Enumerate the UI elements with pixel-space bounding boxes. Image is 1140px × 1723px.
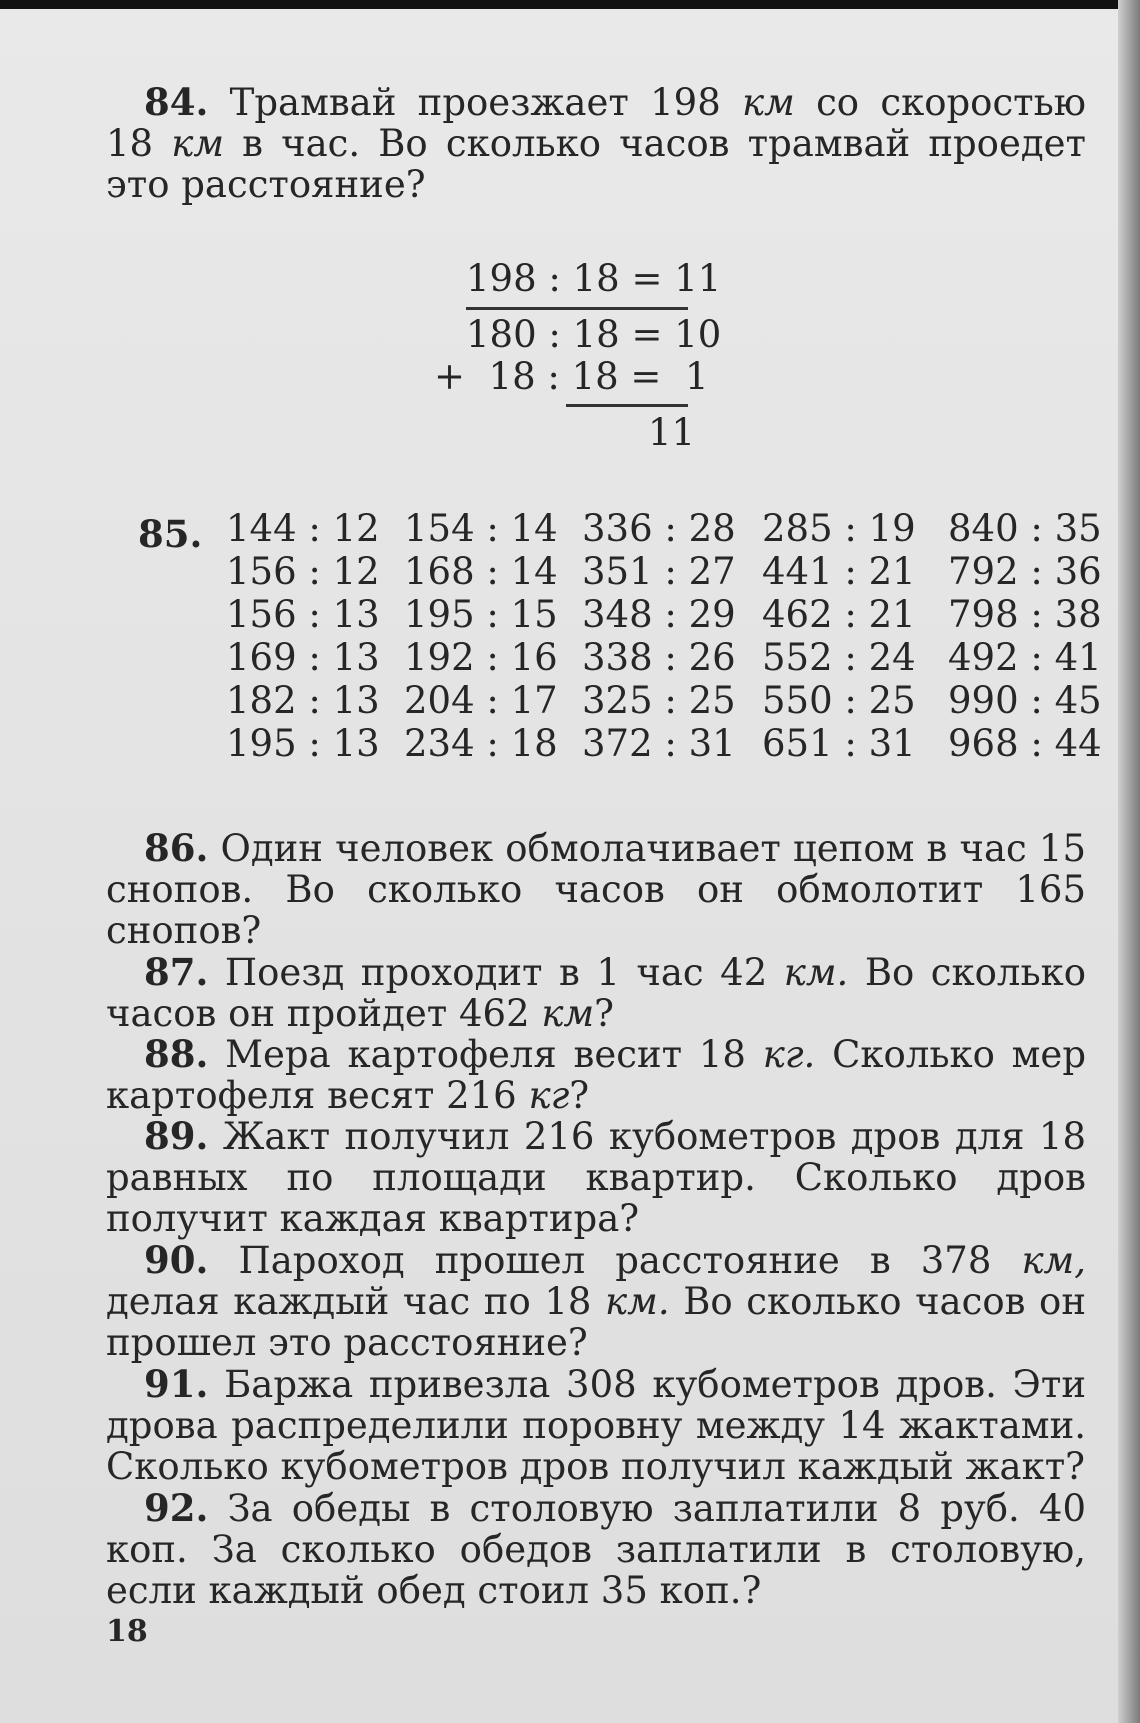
problem-89: 89. Жакт получил 216 кубометров дров для 18 равных по площади квартир. Сколько дров получит каждая квартира? xyxy=(106,1114,1086,1240)
division-exercises-table xyxy=(226,507,1102,765)
problem-number: 92. xyxy=(144,1486,209,1530)
example-rule-1 xyxy=(466,307,688,310)
table-row: 195 : 13 234 : 18 372 : 31 651 : 31 968 : 44 xyxy=(226,722,1102,765)
table-row: 156 : 13 195 : 15 348 : 29 462 : 21 798 : 38 xyxy=(226,593,1102,636)
page-number: 18 xyxy=(106,1614,148,1649)
problem-91: 91. Баржа привезла 308 кубометров дров. Эти дрова распределили поровну между 14 жактами. Сколько кубометров дров получил каждый жакт? xyxy=(106,1362,1086,1488)
problem-number: 84. xyxy=(144,80,209,124)
scan-top-border xyxy=(0,0,1140,9)
problem-number: 90. xyxy=(144,1238,209,1282)
example-line-3: + 18 : 18 = 1 xyxy=(434,355,709,398)
problem-86: 86. Один человек обмолачивает цепом в час 15 снопов. Во сколько часов он обмолотит 165 снопов? xyxy=(106,826,1086,952)
example-line-1: 198 : 18 = 11 xyxy=(466,257,722,300)
problem-90: 90. Пароход прошел расстояние в 378 км, делая каждый час по 18 км. Во сколько часов он прошел это расстояние? xyxy=(106,1238,1086,1364)
problem-number: 86. xyxy=(144,826,209,870)
problem-88: 88. Мера картофеля весит 18 кг. Сколько мер картофеля весят 216 кг? xyxy=(106,1032,1086,1117)
problem-number: 87. xyxy=(144,950,209,994)
problem-84: 84. Трамвай проезжает 198 км со скоростью 18 км в час. Во сколько часов трамвай проедет это расстояние? xyxy=(106,80,1086,206)
table-row: 169 : 13 192 : 16 338 : 26 552 : 24 492 : 41 xyxy=(226,636,1102,679)
problem-87: 87. Поезд проходит в 1 час 42 км. Во сколько часов он пройдет 462 км? xyxy=(106,950,1086,1035)
example-rule-2 xyxy=(566,404,688,407)
problem-number: 89. xyxy=(144,1114,209,1158)
problem-number: 91. xyxy=(144,1362,209,1406)
example-line-2: 180 : 18 = 10 xyxy=(466,313,722,356)
problem-number: 88. xyxy=(144,1032,209,1076)
table-row: 182 : 13 204 : 17 325 : 25 550 : 25 990 : 45 xyxy=(226,679,1102,722)
scan-right-edge xyxy=(1118,0,1140,1723)
table-row: 156 : 12 168 : 14 351 : 27 441 : 21 792 : 36 xyxy=(226,550,1102,593)
problem-number: 85. xyxy=(138,512,203,556)
table-row: 144 : 12 154 : 14 336 : 28 285 : 19 840 : 35 xyxy=(226,507,1102,550)
problem-92: 92. За обеды в столовую заплатили 8 руб. 40 коп. За сколько обедов заплатили в столовую, если каждый обед стоил 35 коп.? xyxy=(106,1486,1086,1612)
example-result: 11 xyxy=(648,411,696,454)
